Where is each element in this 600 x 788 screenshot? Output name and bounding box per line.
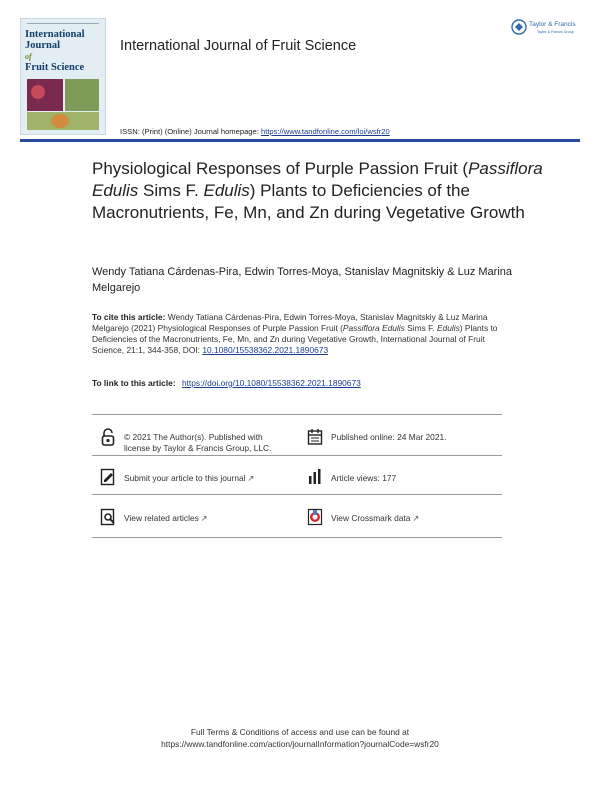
citation-text-2: Sims F. [404, 323, 437, 333]
external-link-icon: ↗ [412, 514, 420, 523]
divider [92, 537, 502, 538]
license-text: © 2021 The Author(s). Published with license by Taylor & Francis Group, LLC. [124, 432, 272, 453]
external-link-icon: ↗ [200, 514, 208, 523]
cover-topline [27, 23, 99, 26]
article-doi-url-link[interactable]: https://doi.org/10.1080/15538362.2021.1890673 [181, 378, 361, 388]
title-text-2: Sims F. [138, 181, 204, 200]
submit-article-icon [100, 468, 116, 486]
divider [92, 455, 502, 456]
cover-photo-fruit-highlight [31, 85, 45, 99]
journal-cover-thumbnail [20, 18, 106, 135]
crossmark-row[interactable] [331, 513, 419, 524]
citation-block [92, 312, 502, 356]
link-to-article [92, 378, 361, 388]
external-link-icon: ↗ [247, 474, 255, 483]
submit-article-row[interactable] [124, 473, 254, 484]
citation-text-1: Wendy Tatiana Cárdenas-Pira, Edwin Torres-Moya, Stanislav Magnitskiy & Luz Marina Melgarejo (2021) Physiological Responses of Purple Passion Fruit ( [92, 312, 488, 333]
logo-text-main: Taylor & Francis [529, 21, 576, 28]
citation-italic-2: Edulis [436, 323, 460, 333]
related-articles-row[interactable] [124, 513, 208, 524]
divider [92, 414, 502, 415]
logo-text-sub: Taylor & Francis Group [537, 30, 574, 34]
crossmark-icon [307, 508, 323, 526]
cover-photo-orange [51, 114, 69, 128]
divider [92, 494, 502, 495]
journal-homepage-link[interactable]: https://www.tandfonline.com/loi/wsfr20 [260, 127, 390, 136]
published-date: Published online: 24 Mar 2021. [331, 432, 447, 442]
issn-line [120, 127, 390, 136]
cover-title-line2: Journal [25, 40, 61, 51]
title-italic-1: Passiflora Edulis [92, 159, 543, 200]
footer-line1: Full Terms & Conditions of access and use can be found at [190, 727, 410, 737]
cover-title-of: of [25, 52, 32, 61]
article-authors: Wendy Tatiana Cárdenas-Pira, Edwin Torres-Moya, Stanislav Magnitskiy & Luz Marina Melgarejo [92, 266, 513, 294]
title-text-1: Physiological Responses of Purple Passion Fruit ( [92, 159, 469, 178]
article-views: Article views: 177 [331, 473, 397, 483]
taylor-francis-logo[interactable] [510, 17, 582, 37]
title-italic-2: Edulis [203, 181, 250, 200]
citation-label: To cite this article: [92, 312, 166, 322]
citation-text-3: ) Plants to Deficiencies of the Macronutrients, Fe, Mn, and Zn during Vegetative Growth, International Journal of Fruit Science, 21:1, 344-358, DOI: [92, 323, 498, 355]
footer-terms-link[interactable]: https://www.tandfonline.com/action/journalInformation?journalCode=wsfr20 [161, 739, 439, 749]
bar-chart-icon [307, 468, 323, 486]
cover-title-line1: International [25, 29, 85, 40]
crossmark-link[interactable]: View Crossmark data [331, 513, 411, 523]
issn-text: ISSN: (Print) (Online) Journal homepage: [120, 127, 259, 136]
cover-photo-leaves [65, 79, 99, 111]
related-articles-icon [100, 508, 116, 526]
doi-link[interactable]: 10.1080/15538362.2021.1890673 [202, 345, 329, 355]
open-access-lock-icon [100, 428, 116, 446]
link-label: To link to this article: [92, 378, 176, 388]
related-articles-link[interactable]: View related articles [124, 513, 199, 523]
article-title [92, 158, 552, 224]
citation-italic-1: Passiflora Edulis [342, 323, 405, 333]
calendar-icon [307, 428, 323, 446]
cover-title [25, 29, 103, 73]
cover-title-line3: Fruit Science [25, 62, 85, 73]
submit-article-link[interactable]: Submit your article to this journal [124, 473, 246, 483]
journal-name[interactable]: International Journal of Fruit Science [120, 38, 357, 54]
header-rule [20, 139, 580, 142]
title-text-3: ) Plants to Deficiencies of the Macronutrients, Fe, Mn, and Zn during Vegetative Growth [92, 181, 525, 222]
